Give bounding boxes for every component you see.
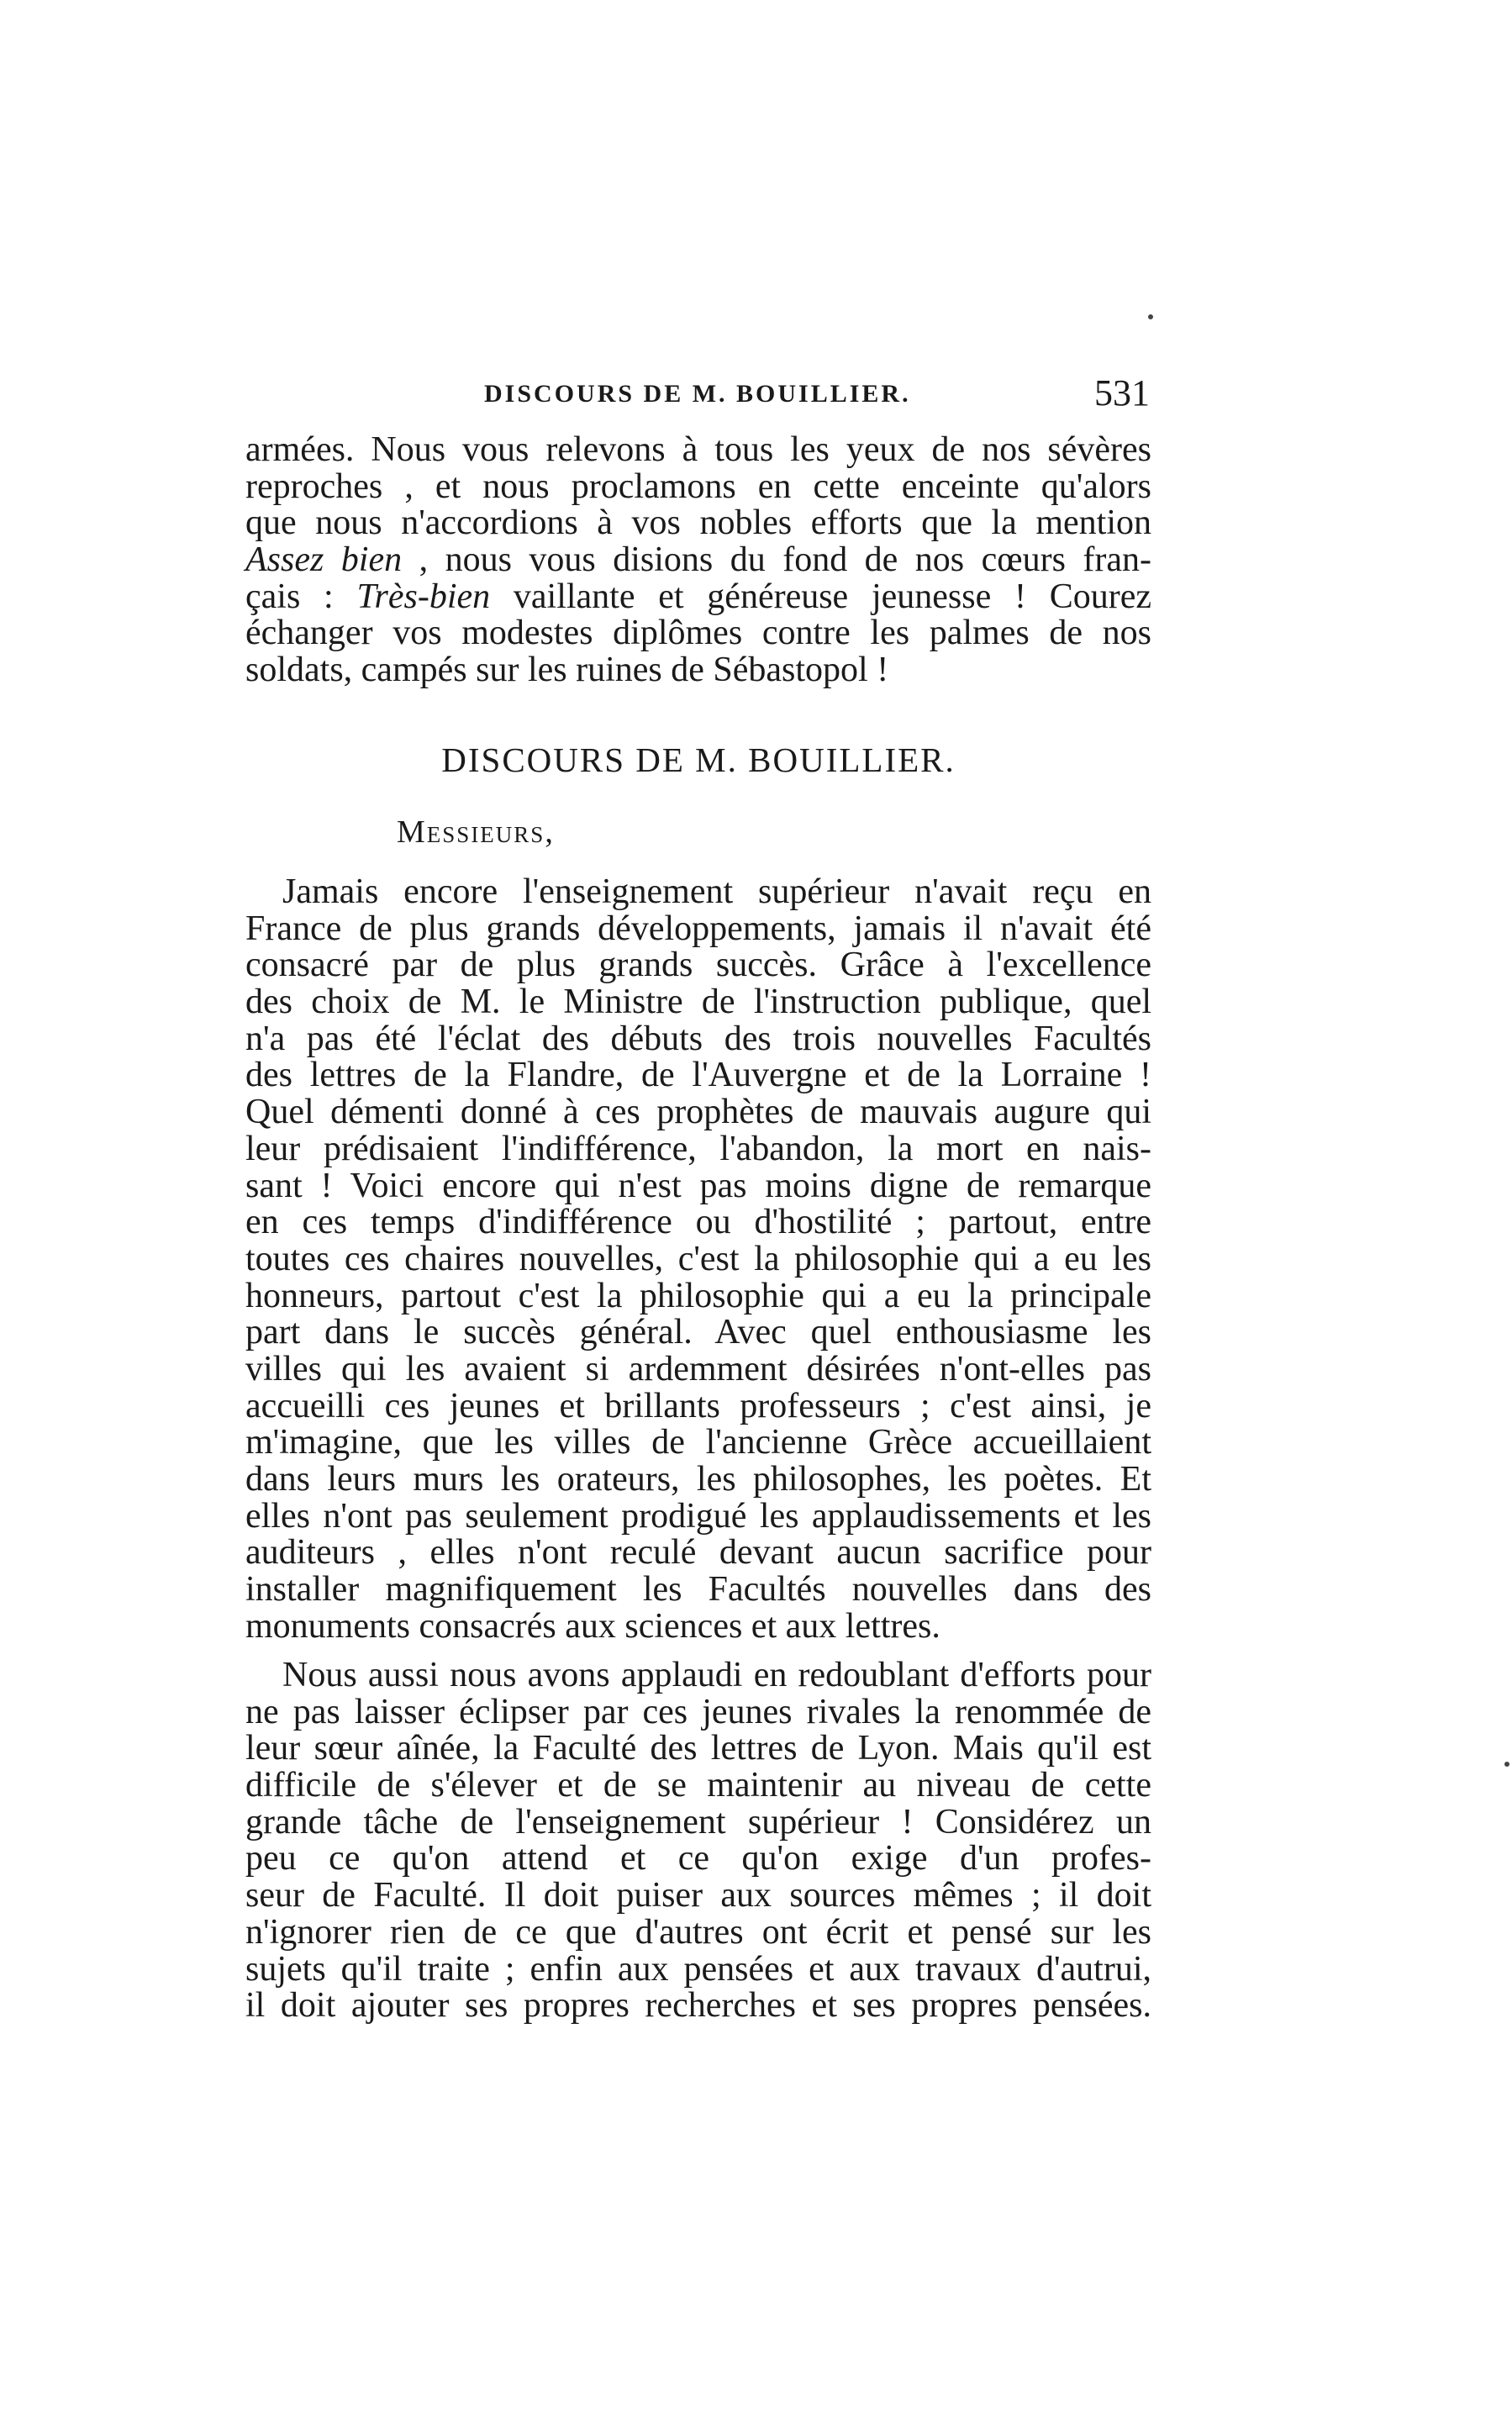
text-line: auditeurs , elles n'ont reculé devant aucun sacrifice pour: [245, 1533, 1151, 1573]
text-line: honneurs, partout c'est la philosophie qui a eu la principale: [245, 1276, 1151, 1315]
text-line: part dans le succès général. Avec quel enthousiasme les: [245, 1313, 1151, 1352]
text-line: monuments consacrés aux sciences et aux lettres.: [245, 1606, 940, 1646]
text-line: sujets qu'il traite ; enfin aux pensées et aux travaux d'autrui,: [245, 1949, 1151, 1989]
text-line: il doit ajouter ses propres recherches et ses propres pensées.: [245, 1986, 1151, 2026]
text-line: reproches , et nous proclamons en cette enceinte qu'alors: [245, 466, 1151, 506]
text-line: que nous n'accordions à vos nobles efforts que la mention: [245, 503, 1151, 543]
text-line: soldats, campés sur les ruines de Sébastopol !: [245, 651, 889, 690]
text-line: consacré par de plus grands succès. Grâce à l'excellence: [245, 946, 1151, 985]
text-line: elles n'ont pas seulement prodigué les applaudissements et les: [245, 1496, 1151, 1536]
text-line: dans leurs murs les orateurs, les philosophes, les poètes. Et: [245, 1460, 1151, 1499]
line-fragment: , nous vous disions du fond de nos cœurs fran-: [419, 540, 1151, 580]
text-line: armées. Nous vous relevons à tous les yeux de nos sévères: [245, 430, 1151, 469]
text-line: Nous aussi nous avons applaudi en redoublant d'efforts pour: [282, 1656, 1151, 1694]
text-line: [245, 542, 1151, 579]
text-line: échanger vos modestes diplômes contre les palmes de nos: [245, 614, 1151, 653]
text-line: leur prédisaient l'indifférence, l'abandon, la mort en nais-: [245, 1129, 1151, 1168]
text-line: [245, 579, 1151, 616]
intro-paragraph: [245, 432, 1151, 689]
section-heading: DISCOURS DE M. BOUILLIER.: [441, 740, 956, 779]
text-line: n'ignorer rien de ce que d'autres ont écrit et pensé sur les: [245, 1912, 1151, 1952]
text-line: Quel démenti donné à ces prophètes de mauvais augure qui: [245, 1093, 1151, 1132]
body-paragraph: [245, 1657, 1151, 2025]
line-fragment: çais :: [245, 577, 334, 616]
text-line: toutes ces chaires nouvelles, c'est la philosophie qui a eu les: [245, 1239, 1151, 1278]
print-speck: [1504, 1762, 1509, 1767]
text-line: accueilli ces jeunes et brillants professeurs ; c'est ainsi, je: [245, 1386, 1151, 1425]
text-line: m'imagine, que les villes de l'ancienne Grèce accueillaient: [245, 1423, 1151, 1462]
text-line: leur sœur aînée, la Faculté des lettres de Lyon. Mais qu'il est: [245, 1729, 1151, 1768]
italic-term: Assez bien: [245, 540, 403, 580]
text-line: difficile de s'élever et de se maintenir au niveau de cette: [245, 1766, 1151, 1805]
body-paragraph: [245, 874, 1151, 1645]
running-head: [250, 371, 1150, 422]
text-line: sant ! Voici encore qui n'est pas moins digne de remarque: [245, 1166, 1151, 1205]
text-line: grande tâche de l'enseignement supérieur ! Considérez un: [245, 1802, 1151, 1842]
text-line: France de plus grands développements, jamais il n'avait été: [245, 909, 1151, 948]
text-line: ne pas laisser éclipser par ces jeunes rivales la renommée de: [245, 1692, 1151, 1731]
text-line: en ces temps d'indifférence ou d'hostilité ; partout, entre: [245, 1203, 1151, 1242]
text-line: installer magnifiquement les Facultés nouvelles dans des: [245, 1570, 1151, 1610]
text-line: villes qui les avaient si ardemment désirées n'ont-elles pas: [245, 1349, 1151, 1388]
print-speck: [1148, 314, 1153, 319]
text-line: des lettres de la Flandre, de l'Auvergne et de la Lorraine !: [245, 1056, 1151, 1095]
text-line: des choix de M. le Ministre de l'instruction publique, quel: [245, 983, 1151, 1022]
text-line: Jamais encore l'enseignement supérieur n'avait reçu en: [282, 872, 1151, 911]
text-line: n'a pas été l'éclat des débuts des trois nouvelles Facultés: [245, 1019, 1151, 1058]
salutation: Messieurs,: [397, 814, 555, 850]
page-number: 531: [1094, 372, 1150, 414]
italic-term: Très-bien: [356, 577, 491, 616]
text-line: seur de Faculté. Il doit puiser aux sources mêmes ; il doit: [245, 1876, 1151, 1915]
text-line: peu ce qu'on attend et ce qu'on exige d'un profes-: [245, 1839, 1151, 1878]
line-fragment: vaillante et généreuse jeunesse ! Courez: [513, 577, 1151, 616]
running-title: DISCOURS DE M. BOUILLIER.: [484, 380, 911, 408]
